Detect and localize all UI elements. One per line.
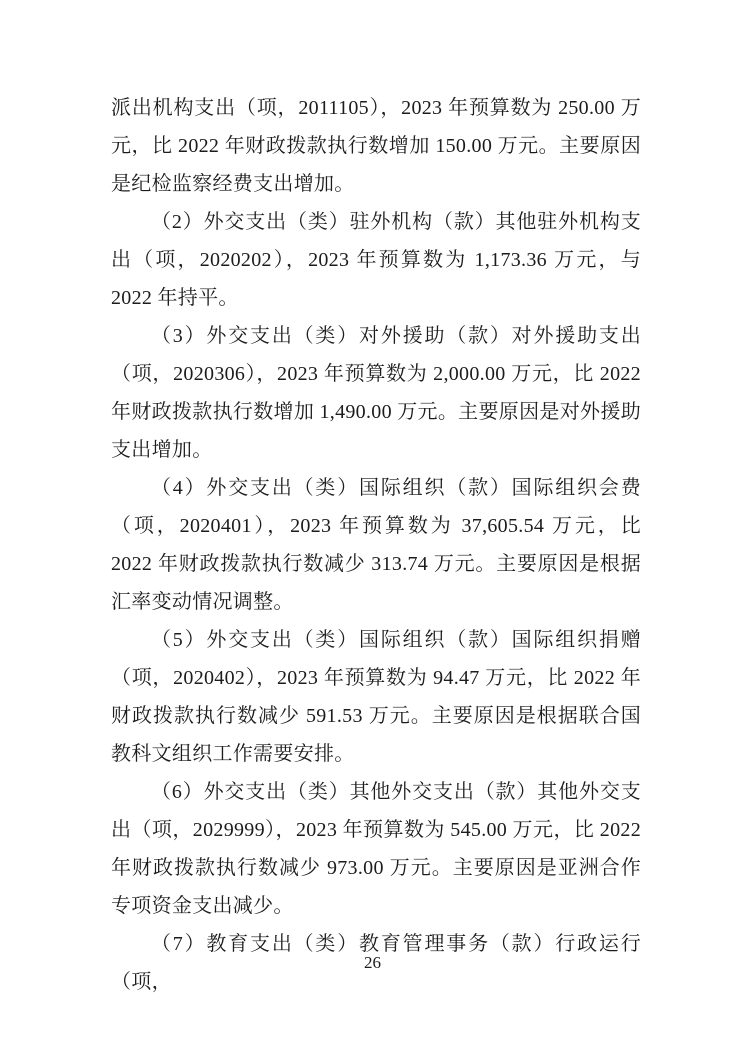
body-paragraph-item-7: （7）教育支出（类）教育管理事务（款）行政运行（项， [111,933,641,993]
body-paragraph-item-2: （2）外交支出（类）驻外机构（款）其他驻外机构支出（项，2020202），2023 年预算数为 1,173.36 万元，与 2022 年持平。 [111,211,641,309]
body-paragraph-item-3: （3）外交支出（类）对外援助（款）对外援助支出（项，2020306），2023 年预算数为 2,000.00 万元，比 2022 年财政拨款执行数增加 1,490.00 万元。主要原因是对外援助支出增加。 [111,325,641,461]
body-paragraph-item-5: （5）外交支出（类）国际组织（款）国际组织捐赠（项，2020402），2023 年预算数为 94.47 万元，比 2022 年财政拨款执行数减少 591.53 万元。主要原因是根据联合国教科文组织工作需要安排。 [111,629,641,765]
body-paragraph-item-6: （6）外交支出（类）其他外交支出（款）其他外交支出（项，2029999），2023 年预算数为 545.00 万元，比 2022 年财政拨款执行数减少 973.00 万元。主要原因是亚洲合作专项资金支出减少。 [111,781,641,917]
body-paragraph-item-4: （4）外交支出（类）国际组织（款）国际组织会费（项，2020401），2023 年预算数为 37,605.54 万元，比 2022 年财政拨款执行数减少 313.74 万元。主要原因是根据汇率变动情况调整。 [111,477,641,613]
page-content [111,89,641,1001]
page-number: 26 [364,953,381,972]
body-paragraph-continuation: 派出机构支出（项，2011105），2023 年预算数为 250.00 万元，比 2022 年财政拨款执行数增加 150.00 万元。主要原因是纪检监察经费支出增加。 [111,97,641,195]
